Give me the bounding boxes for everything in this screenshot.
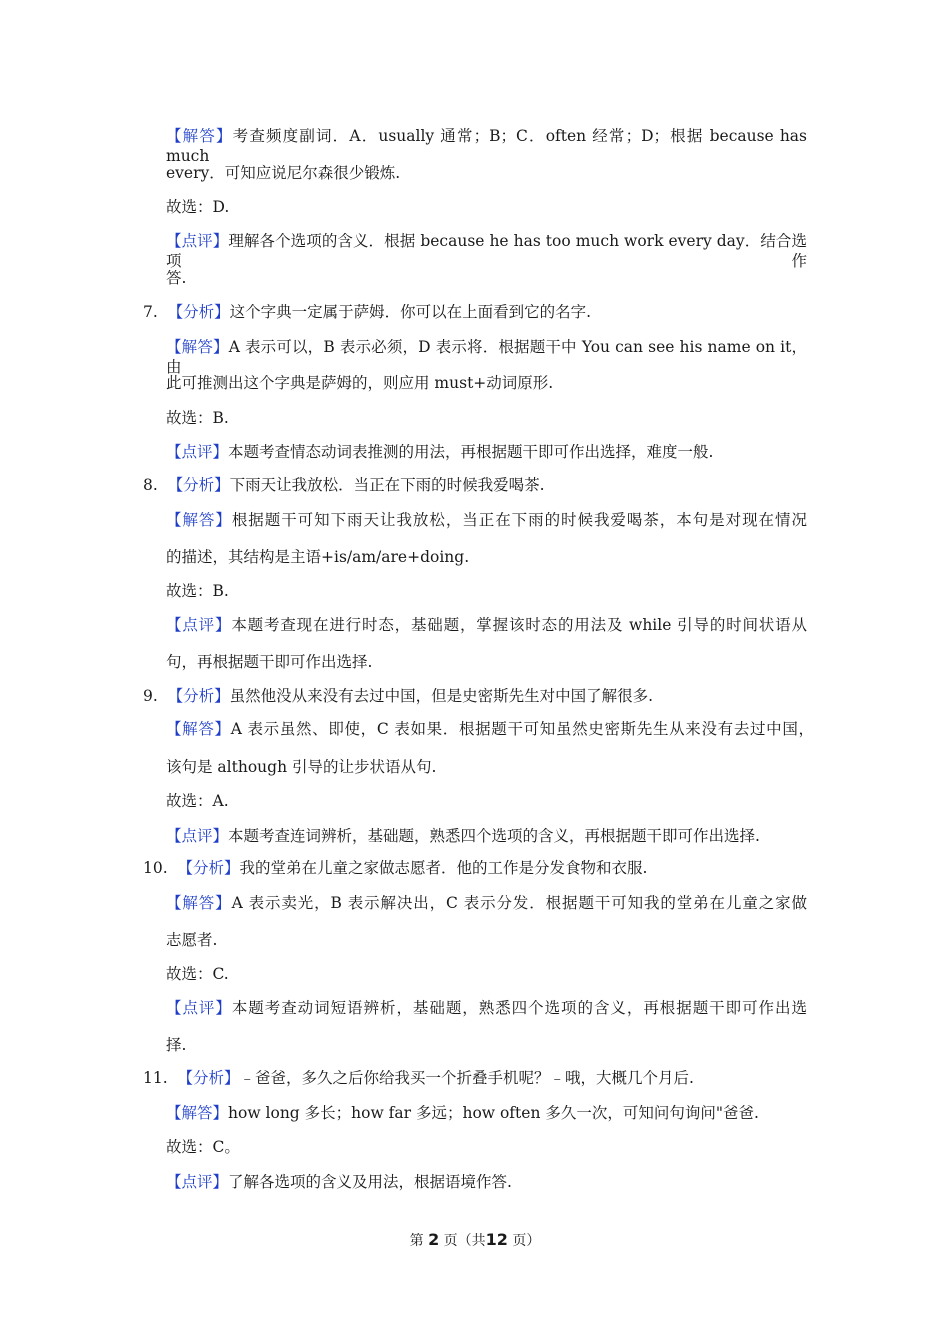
q7-jieda-line1: 【解答】A 表示可以，B 表示必须，D 表示将．根据题干中 You can see his name on it，由 xyxy=(166,338,807,376)
q7-jieda-line2: 此可推测出这个字典是萨姆的，则应用 must+动词原形. xyxy=(166,374,554,392)
page-footer: 第 2 页（共12 页） xyxy=(409,1230,541,1249)
q11-dianping: 【点评】了解各选项的含义及用法，根据语境作答. xyxy=(166,1173,512,1191)
q7-dianping: 【点评】本题考查情态动词表推测的用法，再根据题干即可作出选择，难度一般. xyxy=(166,443,714,461)
jieda-label: 【解答】 xyxy=(166,1104,229,1122)
q8-fenxi: 8. 【分析】下雨天让我放松．当正在下雨的时候我爱喝茶. xyxy=(143,476,545,494)
q10-dianping-line2: 择. xyxy=(166,1036,187,1054)
q6-answer: 故选：D. xyxy=(166,198,230,216)
q8-dianping-line2: 句，再根据题干即可作出选择. xyxy=(166,653,373,671)
q11-jieda: 【解答】how long 多长；how far 多远；how often 多久一次，可知问句询问"爸爸. xyxy=(166,1104,759,1122)
question-number: 10. xyxy=(143,859,168,877)
q9-dianping: 【点评】本题考查连词辨析，基础题，熟悉四个选项的含义，再根据题干即可作出选择. xyxy=(166,827,760,845)
jieda-label: 【解答】 xyxy=(166,720,231,738)
q11-answer: 故选：C。 xyxy=(166,1138,240,1156)
question-number: 11. xyxy=(143,1069,168,1087)
dianping-label: 【点评】 xyxy=(166,827,229,845)
dianping-label: 【点评】 xyxy=(166,232,229,250)
dianping-label: 【点评】 xyxy=(166,443,229,461)
question-number: 9. xyxy=(143,687,158,705)
q8-dianping-line1: 【点评】本题考查现在进行时态，基础题，掌握该时态的用法及 while 引导的时间状语从 xyxy=(166,616,807,634)
q10-answer: 故选：C. xyxy=(166,965,229,983)
q10-jieda-line1: 【解答】A 表示卖光，B 表示解决出，C 表示分发．根据题干可知我的堂弟在儿童之家做 xyxy=(166,894,807,912)
fenxi-label: 【分析】 xyxy=(177,1069,240,1087)
question-number: 7. xyxy=(143,303,158,321)
q8-jieda-line1: 【解答】根据题干可知下雨天让我放松，当正在下雨的时候我爱喝茶，本句是对现在情况 xyxy=(166,511,807,529)
dianping-label: 【点评】 xyxy=(166,1173,229,1191)
q9-jieda-line2: 该句是 although 引导的让步状语从句. xyxy=(166,758,437,776)
dianping-label: 【点评】 xyxy=(166,616,232,634)
dianping-label: 【点评】 xyxy=(166,999,232,1017)
total-pages: 12 xyxy=(485,1230,508,1249)
q10-jieda-line2: 志愿者. xyxy=(166,931,218,949)
q9-answer: 故选：A. xyxy=(166,792,229,810)
q11-fenxi: 11. 【分析】﹣爸爸，多久之后你给我买一个折叠手机呢？﹣哦，大概几个月后. xyxy=(143,1069,694,1087)
jieda-label: 【解答】 xyxy=(166,511,232,529)
q8-jieda-line2: 的描述，其结构是主语+is/am/are+doing. xyxy=(166,548,470,566)
q6-dianping-line2: 答. xyxy=(166,269,187,287)
fenxi-label: 【分析】 xyxy=(167,303,230,321)
fenxi-label: 【分析】 xyxy=(177,859,240,877)
q10-fenxi: 10. 【分析】我的堂弟在儿童之家做志愿者．他的工作是分发食物和衣服. xyxy=(143,859,648,877)
jieda-label: 【解答】 xyxy=(166,127,233,145)
q6-jieda-line1: 【解答】考查频度副词．A．usually 通常；B；C．often 经常；D；根据 because has much xyxy=(166,127,807,165)
fenxi-label: 【分析】 xyxy=(167,687,230,705)
q7-answer: 故选：B. xyxy=(166,409,229,427)
q10-dianping-line1: 【点评】本题考查动词短语辨析，基础题，熟悉四个选项的含义，再根据题干即可作出选 xyxy=(166,999,807,1017)
page-number: 2 xyxy=(428,1230,440,1249)
jieda-label: 【解答】 xyxy=(166,338,229,356)
q9-fenxi: 9. 【分析】虽然他没从来没有去过中国，但是史密斯先生对中国了解很多. xyxy=(143,687,654,705)
q6-dianping-line1: 【点评】理解各个选项的含义．根据 because he has too much work every day．结合选项作 xyxy=(166,232,807,270)
q7-fenxi: 7. 【分析】这个字典一定属于萨姆．你可以在上面看到它的名字. xyxy=(143,303,592,321)
fenxi-label: 【分析】 xyxy=(167,476,230,494)
q9-jieda-line1: 【解答】A 表示虽然、即使，C 表如果．根据题干可知虽然史密斯先生从来没有去过中国， xyxy=(166,720,814,738)
question-number: 8. xyxy=(143,476,158,494)
jieda-label: 【解答】 xyxy=(166,894,232,912)
q8-answer: 故选：B. xyxy=(166,582,229,600)
q6-jieda-line2: every．可知应说尼尔森很少锻炼. xyxy=(166,164,401,182)
